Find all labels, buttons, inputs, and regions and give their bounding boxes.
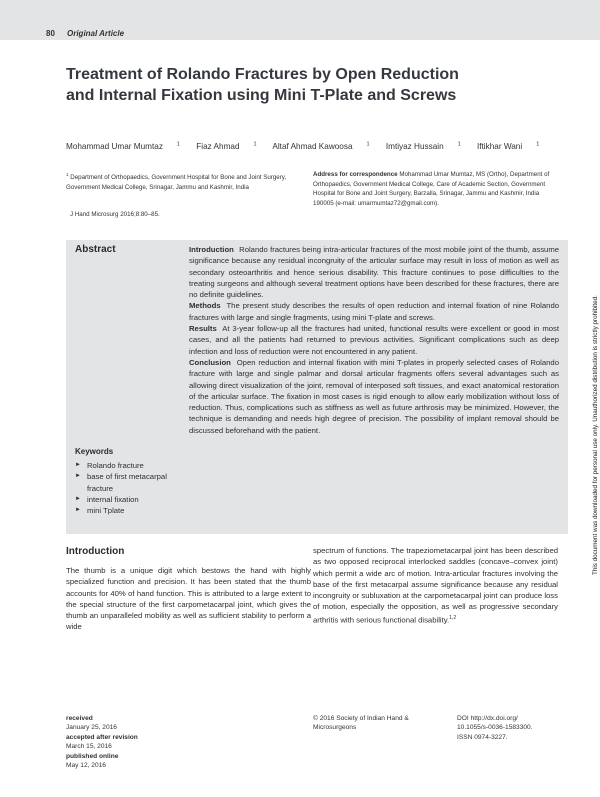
affiliation: $^1$ Department of Orthopaedics, Government Hospital for Bone and Joint Surgery, Government Medical College, Srinagar, Jammu and Kashmir, India: [66, 172, 287, 191]
doi-label: DOI: [457, 715, 469, 722]
article-title: Treatment of Rolando Fractures by Open Reduction and Internal Fixation using Mini T-Plate and Screws: [66, 66, 459, 104]
correspondence-address: Address for correspondence Mohammad Umar Mumtaz, MS (Ortho), Department of Orthopaedics, Government Medical College, Care of Academic Section, Government Hospital for Bone and Joint Surgery, Barzalla, Srinagar, Jammu and Kashmir, India 190005 (e-mail: umarmumtaz72@gmail.com).: [313, 171, 550, 207]
abstract-methods: Methods The present study describes the results of open reduction and internal fixation of nine Rolando fractures with large and single fragments, using mini T-plate and screws.: [189, 301, 559, 322]
introduction-left-column: The thumb is a unique digit which bestows the hand with highly specialized function and precision. It has been stated that the thumb accounts for 40% of hand function. This is attributed to a large extent to the special structure of the first carpometacarpal joint, which gives the thumb an unparalleled mobility as well as sufficient stability to perform a wide: [66, 566, 311, 632]
doi-block: [457, 714, 567, 742]
keyword-item: ► mini Tplate: [75, 505, 185, 516]
received-date: January 25, 2016: [66, 724, 117, 732]
abstract-introduction: Introduction Rolando fractures being intra-articular fractures of the most mobile joint of the thumb, assume significance because any residual incongruity of the articular surface may result in loss of motion as well as secondary osteoarthritis and hence serious disability. This fracture continues to pose difficulties to the treating surgeons and although several treatment options have been described for these fractures, there are no definite guidelines.: [189, 245, 560, 300]
introduction-right-column: spectrum of functions. The trapeziometacarpal joint has been described as two opposed reciprocal interlocked saddles (concave–convex joint) which permit a wide arc of motion. Intra-articular fractures involving the base of the first metacarpal assume significance because any residual incongruity or subluxation at the carpometacarpal joint can produce loss of motion, especially the opposition, as well as progressive secondary arthritis with serious functional disability.$^{1,2}$: [313, 546, 558, 625]
article-dates: [66, 714, 226, 770]
doi-id: 10.1055/s-0036-1583300.: [457, 724, 533, 732]
abstract-heading: Abstract: [75, 244, 116, 255]
abstract-body: [189, 244, 559, 436]
keywords-heading: Keywords: [75, 447, 114, 456]
abstract-results: Results At 3-year follow-up all the fractures had united, functional results were excellent or good in most cases, and all the patients had returned to previous activities. Significant complications such as deep infection and loss of reduction were not encountered in any patient.: [189, 324, 559, 356]
journal-citation: J Hand Microsurg 2016;8:80–85.: [70, 211, 160, 218]
page-number: 80: [46, 29, 55, 38]
keywords-list: [75, 460, 185, 516]
author: Altaf Ahmad Kawoosa $^1$: [272, 141, 370, 151]
author-list: [66, 141, 566, 151]
author: Imtiyaz Hussain $^1$: [385, 141, 461, 151]
accepted-label: accepted after revision: [66, 733, 138, 741]
published-date: May 12, 2016: [66, 762, 106, 770]
author: Iftikhar Wani $^1$: [476, 141, 540, 151]
download-notice: This document was downloaded for personal use only. Unauthorized distribution is strictly prohibited.: [592, 295, 599, 575]
keyword-item: ► base of first metacarpal fracture: [75, 471, 185, 494]
abstract-conclusion: Conclusion Open reduction and internal fixation with mini T-plates in properly selected cases of Rolando fracture with large and single palmar and dorsal articular fragments offers several advantages such as allowing direct visualization of the joint, removal of interposed soft tissues, and exact anatomical restoration of the articular surface. The fixation in most cases is rigid enough to allow early mobilization without loss of reduction. Thus, complications such as stiffness as well as future arthrosis may be minimized. However, the technique is demanding and needs high degree of precision. The possibility of implant removal should be discussed beforehand with the patient.: [189, 357, 559, 435]
received-label: received: [66, 715, 93, 722]
author: Mohammad Umar Mumtaz $^1$: [66, 141, 180, 151]
accepted-date: March 15, 2016: [66, 743, 112, 751]
issn: ISSN 0974-3227.: [457, 733, 508, 741]
keyword-item: ► Rolando fracture: [75, 460, 185, 471]
section-label: Original Article: [67, 29, 125, 38]
introduction-heading: Introduction: [66, 546, 125, 557]
copyright-notice: © 2016 Society of Indian Hand & Microsurgeons: [313, 715, 409, 732]
doi-link[interactable]: http://dx.doi.org/: [470, 715, 518, 722]
author: Fiaz Ahmad $^1$: [196, 141, 257, 151]
keyword-item: ► internal fixation: [75, 494, 185, 505]
published-label: published online: [66, 752, 119, 760]
